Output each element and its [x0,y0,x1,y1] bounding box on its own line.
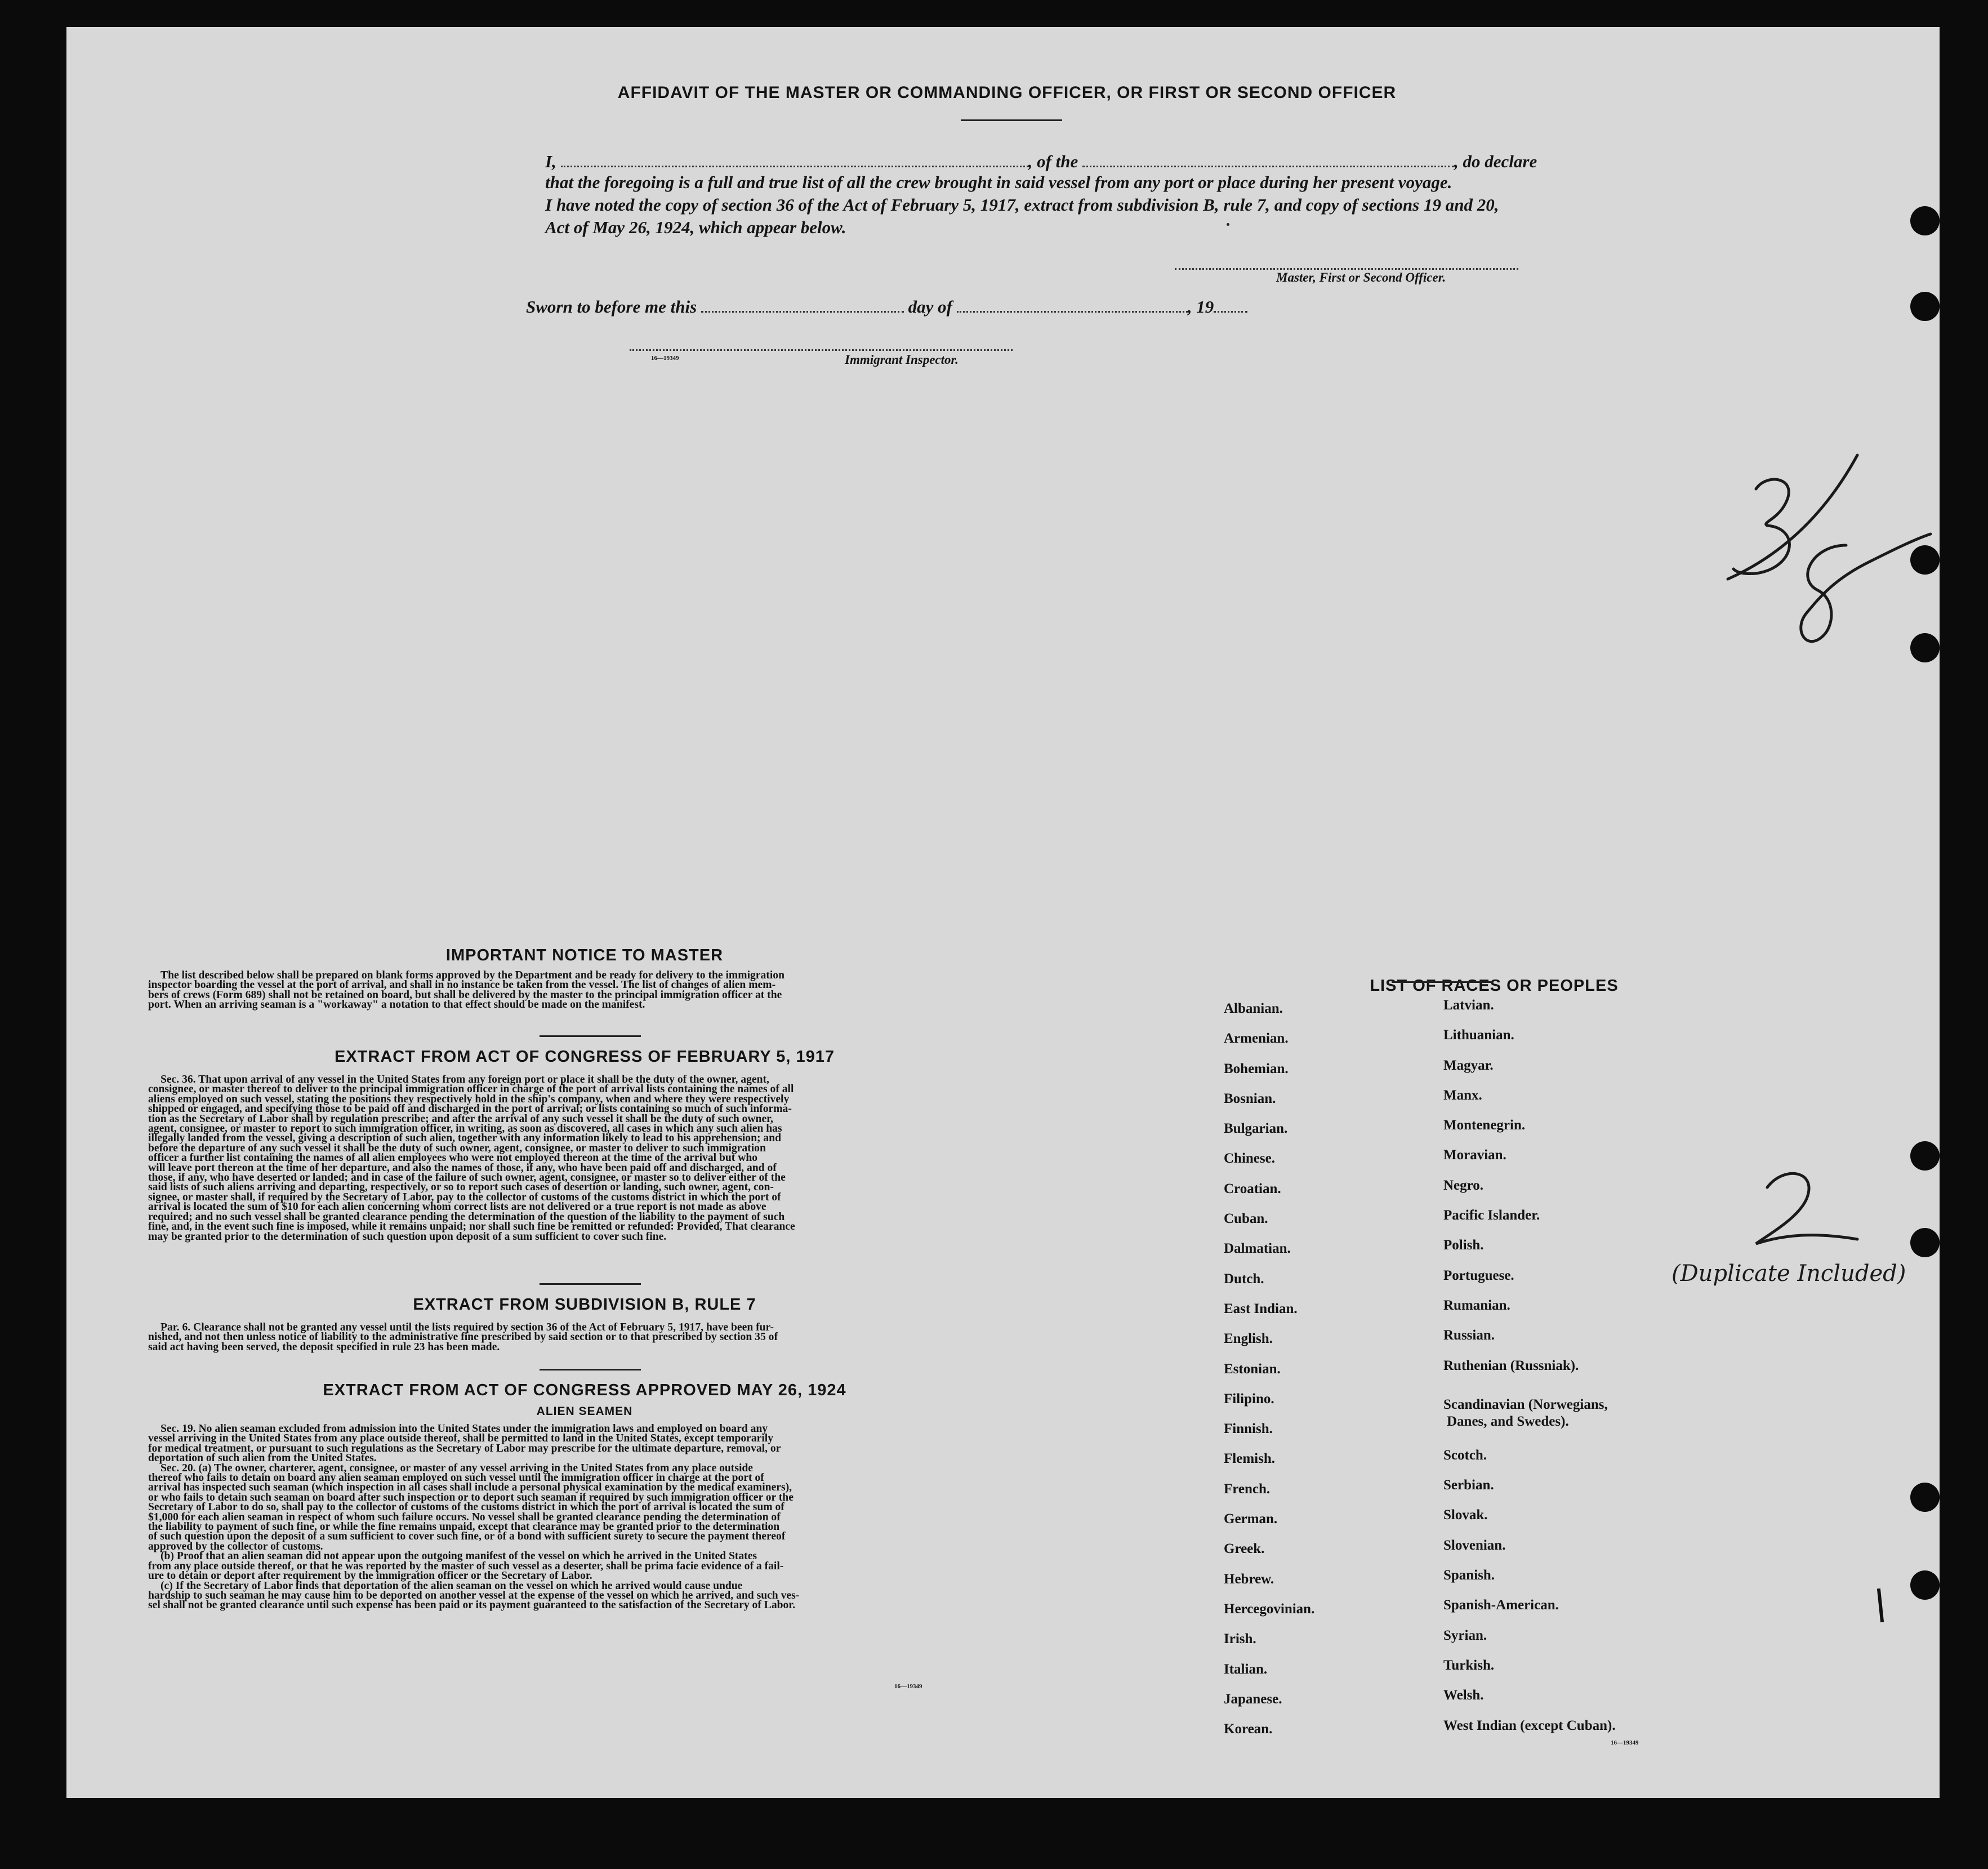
extract-1917-line: shipped or engaged, and specifying those to be paid off and discharged in the port of arrival; or lists containing so much of such informa- [148,1103,792,1115]
race-item: Moravian. [1443,1147,1506,1163]
declarant-prefix: I, [545,152,556,171]
race-item: Danes, and Swedes). [1447,1413,1569,1429]
notice-line: The list described below shall be prepared on blank forms approved by the Department and be ready for delivery to the immigration [161,969,784,981]
document-page [66,27,1940,1798]
fraction-text: 3/8 [1666,421,1667,422]
binder-hole [1910,292,1940,321]
race-item: Dutch. [1224,1271,1264,1287]
race-item: Russian. [1443,1328,1495,1343]
sworn-year-text: , 19 [1187,297,1214,317]
binder-hole [1910,1141,1940,1171]
inspector-signature-field[interactable] [630,349,1013,351]
binder-hole [1910,633,1940,662]
race-item: Dalmatian. [1224,1241,1291,1257]
extract-1924-body [148,1424,1018,1610]
extract-1917-line: illegally landed from the vessel, giving a description of such alien, together with any information likely to lead to his apprehension; and [148,1132,781,1145]
race-item: Irish. [1224,1631,1256,1647]
binder-hole [1910,1570,1940,1600]
extract-1917-title: EXTRACT FROM ACT OF CONGRESS OF FEBRUARY 5, 1917 [334,1048,835,1066]
edge-mark [1877,1588,1884,1622]
extract-1924-line: thereof who fails to detain on board any alien seaman employed on such vessel until the immigration officer in charge at the port of [148,1472,764,1484]
declarant-name-field[interactable] [561,149,1028,167]
race-item: Hercegovinian. [1224,1601,1315,1617]
race-item: Finnish. [1224,1421,1273,1437]
divider [540,1369,641,1370]
master-signature-label: Master, First or Second Officer. [1276,270,1446,284]
day-of-text: day of [908,297,952,317]
extract-1924-line: ure to detain or deport after requirement by the immigration officer or the Secretary of Labor. [148,1570,592,1582]
form-number-bottom-right: 16—19349 [1611,1739,1639,1746]
notice-line: port. When an arriving seaman is a "workaway" a notation to that effect should be made on the manifest. [148,999,645,1011]
extract-1917-line: officer a further list containing the names of all alien employees who were not employed thereon at the time of the arrival but who [148,1152,758,1164]
extract-1917-line: arrival is located the sum of $10 for each alien concerning whom correct lists are not delivered or a true report is not made as above [148,1201,766,1213]
race-item: Bosnian. [1224,1091,1276,1106]
extract-1917-line: tion as the Secretary of Labor shall by regulation prescribe; and after the arrival of any such vessel it shall be the duty of such owner, [148,1112,773,1125]
extract-1917-line: fine, and, in the event such fine is imposed, while it remains unpaid; nor shall such fine be remitted or refunded: Provided, That clearance [148,1221,795,1233]
race-item: Portuguese. [1443,1267,1514,1283]
vessel-name-field[interactable] [1082,149,1454,167]
extract-1917-line: those, if any, who have deserted or landed; and in case of the failure of such owner, agent, consignee, or master so to deliver either of the [148,1172,786,1184]
race-item: Rumanian. [1443,1297,1510,1313]
race-item: Montenegrin. [1443,1118,1526,1133]
master-signature-field[interactable] [1175,268,1518,270]
race-item: Korean. [1224,1721,1273,1737]
race-item: Polish. [1443,1238,1484,1253]
sworn-line [526,294,1596,318]
form-number-bottom-left: 16—19349 [894,1683,922,1690]
race-item: Estonian. [1224,1361,1281,1377]
race-item: German. [1224,1511,1278,1527]
race-item: Negro. [1443,1177,1484,1193]
extract-rule7-line: Par. 6. Clearance shall not be granted any vessel until the lists required by section 36 of the Act of February 5, 1917, have been fur- [161,1321,774,1333]
sworn-prefix: Sworn to before me this [526,297,697,317]
race-item: Turkish. [1443,1657,1495,1673]
race-item: Japanese. [1224,1691,1282,1707]
extract-1917-line: required; and no such vessel shall be granted clearance pending the determination of the question of the liability to the payment of such [148,1211,785,1223]
sworn-day-field[interactable] [701,294,904,313]
extract-1924-line: the liability to payment of such fine, or while the fine remains unpaid, except that clearance may be granted prior to the determination [148,1521,780,1533]
sworn-year-field[interactable] [1214,294,1247,313]
extract-1917-line: will leave port thereon at the time of her departure, and also the names of those, if any, who have been paid off and discharged, and of [148,1162,777,1174]
race-item: French. [1224,1481,1271,1497]
of-the-text: , of the [1028,152,1078,171]
race-item: Pacific Islander. [1443,1208,1540,1223]
affidavit-line-1 [545,149,1615,173]
extract-rule7-body [148,1323,1018,1352]
race-item: Scotch. [1443,1447,1487,1463]
divider [540,1283,641,1285]
race-item: Serbian. [1443,1478,1494,1493]
extract-1924-line: of such question upon the deposit of a sum sufficient to cover such fine, or of a bond with sufficient surety to secure the payment thereof [148,1530,786,1543]
extract-1917-line: signee, or master shall, if required by the Secretary of Labor, pay to the collector of customs of the customs district in which the port of [148,1191,781,1203]
race-item: Spanish. [1443,1568,1495,1583]
notice-body [148,971,1018,1010]
extract-1924-line: Sec. 19. No alien seaman excluded from admission into the United States under the immigration laws and employed on board any [161,1423,768,1435]
race-item: Syrian. [1443,1627,1487,1643]
extract-1924-title: EXTRACT FROM ACT OF CONGRESS APPROVED MAY 26, 1924 [323,1381,846,1399]
handwritten-note: (Duplicate Included) [1671,1261,1906,1287]
race-item: Scandinavian (Norwegians, [1443,1396,1608,1412]
races-right-column [1443,997,1616,1747]
extract-rule7-title: EXTRACT FROM SUBDIVISION B, RULE 7 [413,1296,756,1314]
extract-1917-line: consignee, or master thereof to deliver to the principal immigration officer in charge of the port of arrival lists containing the names of all [148,1083,794,1096]
extract-1924-line: deportation of such alien from the United States. [148,1452,377,1465]
race-item: Welsh. [1443,1688,1484,1703]
notice-title: IMPORTANT NOTICE TO MASTER [445,946,724,964]
extract-1924-line: arrival has inspected such seaman (which inspection in all cases shall include a personal physical examination by the medical examiners), [148,1481,792,1494]
extract-1924-line: for medical treatment, or pursuant to such regulations as the Secretary of Labor may prescribe for the ultimate departure, removal, or [148,1442,781,1454]
speck [1227,223,1229,226]
extract-1924-line: approved by the collector of customs. [148,1540,323,1552]
race-item: Ruthenian (Russniak). [1443,1358,1579,1373]
races-left-column [1224,1000,1314,1751]
extract-1917-body [148,1075,1018,1241]
race-item: Spanish-American. [1443,1597,1559,1613]
race-item: Bulgarian. [1224,1121,1288,1137]
extract-1917-line: said lists of such aliens arriving and departing, respectively, or so to report such cases of desertion or landing, such owner, agent, con- [148,1181,774,1194]
notice-line: inspector boarding the vessel at the port of arrival, and shall in no instance be taken from the vessel. The list of changes of alien mem- [148,979,776,991]
races-title-underline [1392,981,1493,983]
race-item: Lithuanian. [1443,1027,1514,1043]
race-item: Slovenian. [1443,1537,1506,1553]
race-item: Cuban. [1224,1211,1268,1227]
extract-1924-line: $1,000 for each alien seaman in respect of whom such failure occurs. No vessel shall be granted clearance pending the determination of [148,1511,781,1523]
race-item: Magyar. [1443,1057,1494,1073]
binder-hole [1910,1228,1940,1257]
race-item: Greek. [1224,1541,1265,1557]
race-item: Chinese. [1224,1151,1275,1167]
handwritten-fraction [1666,421,1947,664]
race-item: Filipino. [1224,1391,1274,1407]
race-item: Latvian. [1443,998,1494,1013]
sworn-month-field[interactable] [957,294,1188,313]
extract-1917-line: before the departure of any such vessel it shall be the duty of such owner, agent, consignee, or master to deliver to such immigration [148,1142,766,1154]
affidavit-title: AFFIDAVIT OF THE MASTER OR COMMANDING OFFICER, OR FIRST OR SECOND OFFICER [617,83,1397,102]
extract-1917-line: agent, consignee, or master to report to such immigration officer, in writing, as soon as discovered, all cases in which any such alien has [148,1123,782,1135]
notice-line: bers of crews (Form 689) shall not be retained on board, but shall be delivered by the master to the principal immigration officer at the [148,989,782,1001]
extract-1924-line: sel shall not be granted clearance until such expense has been paid or its payment guaranteed to the satisfaction of the Secretary of Labor. [148,1599,796,1612]
race-item: West Indian (except Cuban). [1443,1717,1616,1733]
race-item: Hebrew. [1224,1571,1274,1587]
binder-hole [1910,206,1940,235]
extract-1924-line: vessel arriving in the United States from any place outside thereof, shall be permitted to land in the United States, except temporarily [148,1432,774,1445]
race-item: English. [1224,1331,1273,1347]
extract-1924-line: hardship to such seaman he may cause him to be deported on another vessel at the expense of the vessel on which he arrived, and such ves- [148,1589,800,1601]
extract-rule7-line: said act having been served, the deposit specified in rule 23 has been made. [148,1341,500,1353]
extract-1924-line: or who fails to detain such seaman on board after such inspection or to deport such seaman if required by such immigration officer or the [148,1491,794,1503]
race-item: Armenian. [1224,1031,1289,1047]
extract-1924-line: (c) If the Secretary of Labor finds that deportation of the alien seaman on the vessel on which he arrived would cause undue [161,1579,743,1592]
affidavit-line-2: that the foregoing is a full and true list of all the crew brought in said vessel from any port or place during her present voyage. [545,172,1452,192]
extract-1924-subtitle: ALIEN SEAMEN [536,1405,633,1418]
extract-1924-line: Sec. 20. (a) The owner, charterer, agent, consignee, or master of any vessel arriving in the United States from any place outside [161,1462,753,1474]
binder-hole [1910,545,1940,575]
handwritten-count [1711,1165,1902,1255]
race-item: Italian. [1224,1661,1268,1677]
title-underline [961,119,1062,121]
extract-1924-line: from any place outside thereof, or that he was reported by the master of such vessel as a deserter, shall be prima facie evidence of a fail- [148,1560,784,1572]
affidavit-line-3: I have noted the copy of section 36 of the Act of February 5, 1917, extract from subdivision B, rule 7, and copy of sections 19 and 20, [545,195,1499,215]
affidavit-line-4: Act of May 26, 1924, which appear below. [545,217,846,237]
form-number-top: 16—19349 [651,355,679,362]
race-item: East Indian. [1224,1301,1298,1316]
extract-1924-line: Secretary of Labor to do so, shall pay to the collector of customs of the customs district in which the port of arrival is located the sum of [148,1501,784,1514]
race-item: Albanian. [1224,1001,1283,1016]
race-item: Manx. [1443,1087,1482,1103]
race-item: Slovak. [1443,1507,1488,1523]
extract-1917-line: may be granted prior to the determination of such question upon deposit of a sum sufficient to cover such fine. [148,1230,667,1243]
do-declare-text: , do declare [1454,152,1537,171]
inspector-label: Immigrant Inspector. [845,353,959,367]
race-item: Croatian. [1224,1181,1281,1196]
extract-1917-line: aliens employed on such vessel, stating the positions they respectively hold in the ship's company, when and where they were respectively [148,1093,790,1105]
race-item: Flemish. [1224,1451,1275,1467]
extract-rule7-line: nished, and not then unless notice of liability to the administrative fine prescribed by said section or to that prescribed by section 35 of [148,1331,778,1343]
races-title: LIST OF RACES OR PEOPLES [1370,977,1619,995]
divider [540,1035,641,1037]
race-item: Bohemian. [1224,1061,1289,1076]
extract-1917-line: Sec. 36. That upon arrival of any vessel in the United States from any foreign port or place it shall be the duty of the owner, agent, [161,1074,769,1085]
extract-1924-line: (b) Proof that an alien seaman did not appear upon the outgoing manifest of the vessel on which he arrived in the United States [161,1550,757,1563]
binder-hole [1910,1483,1940,1512]
